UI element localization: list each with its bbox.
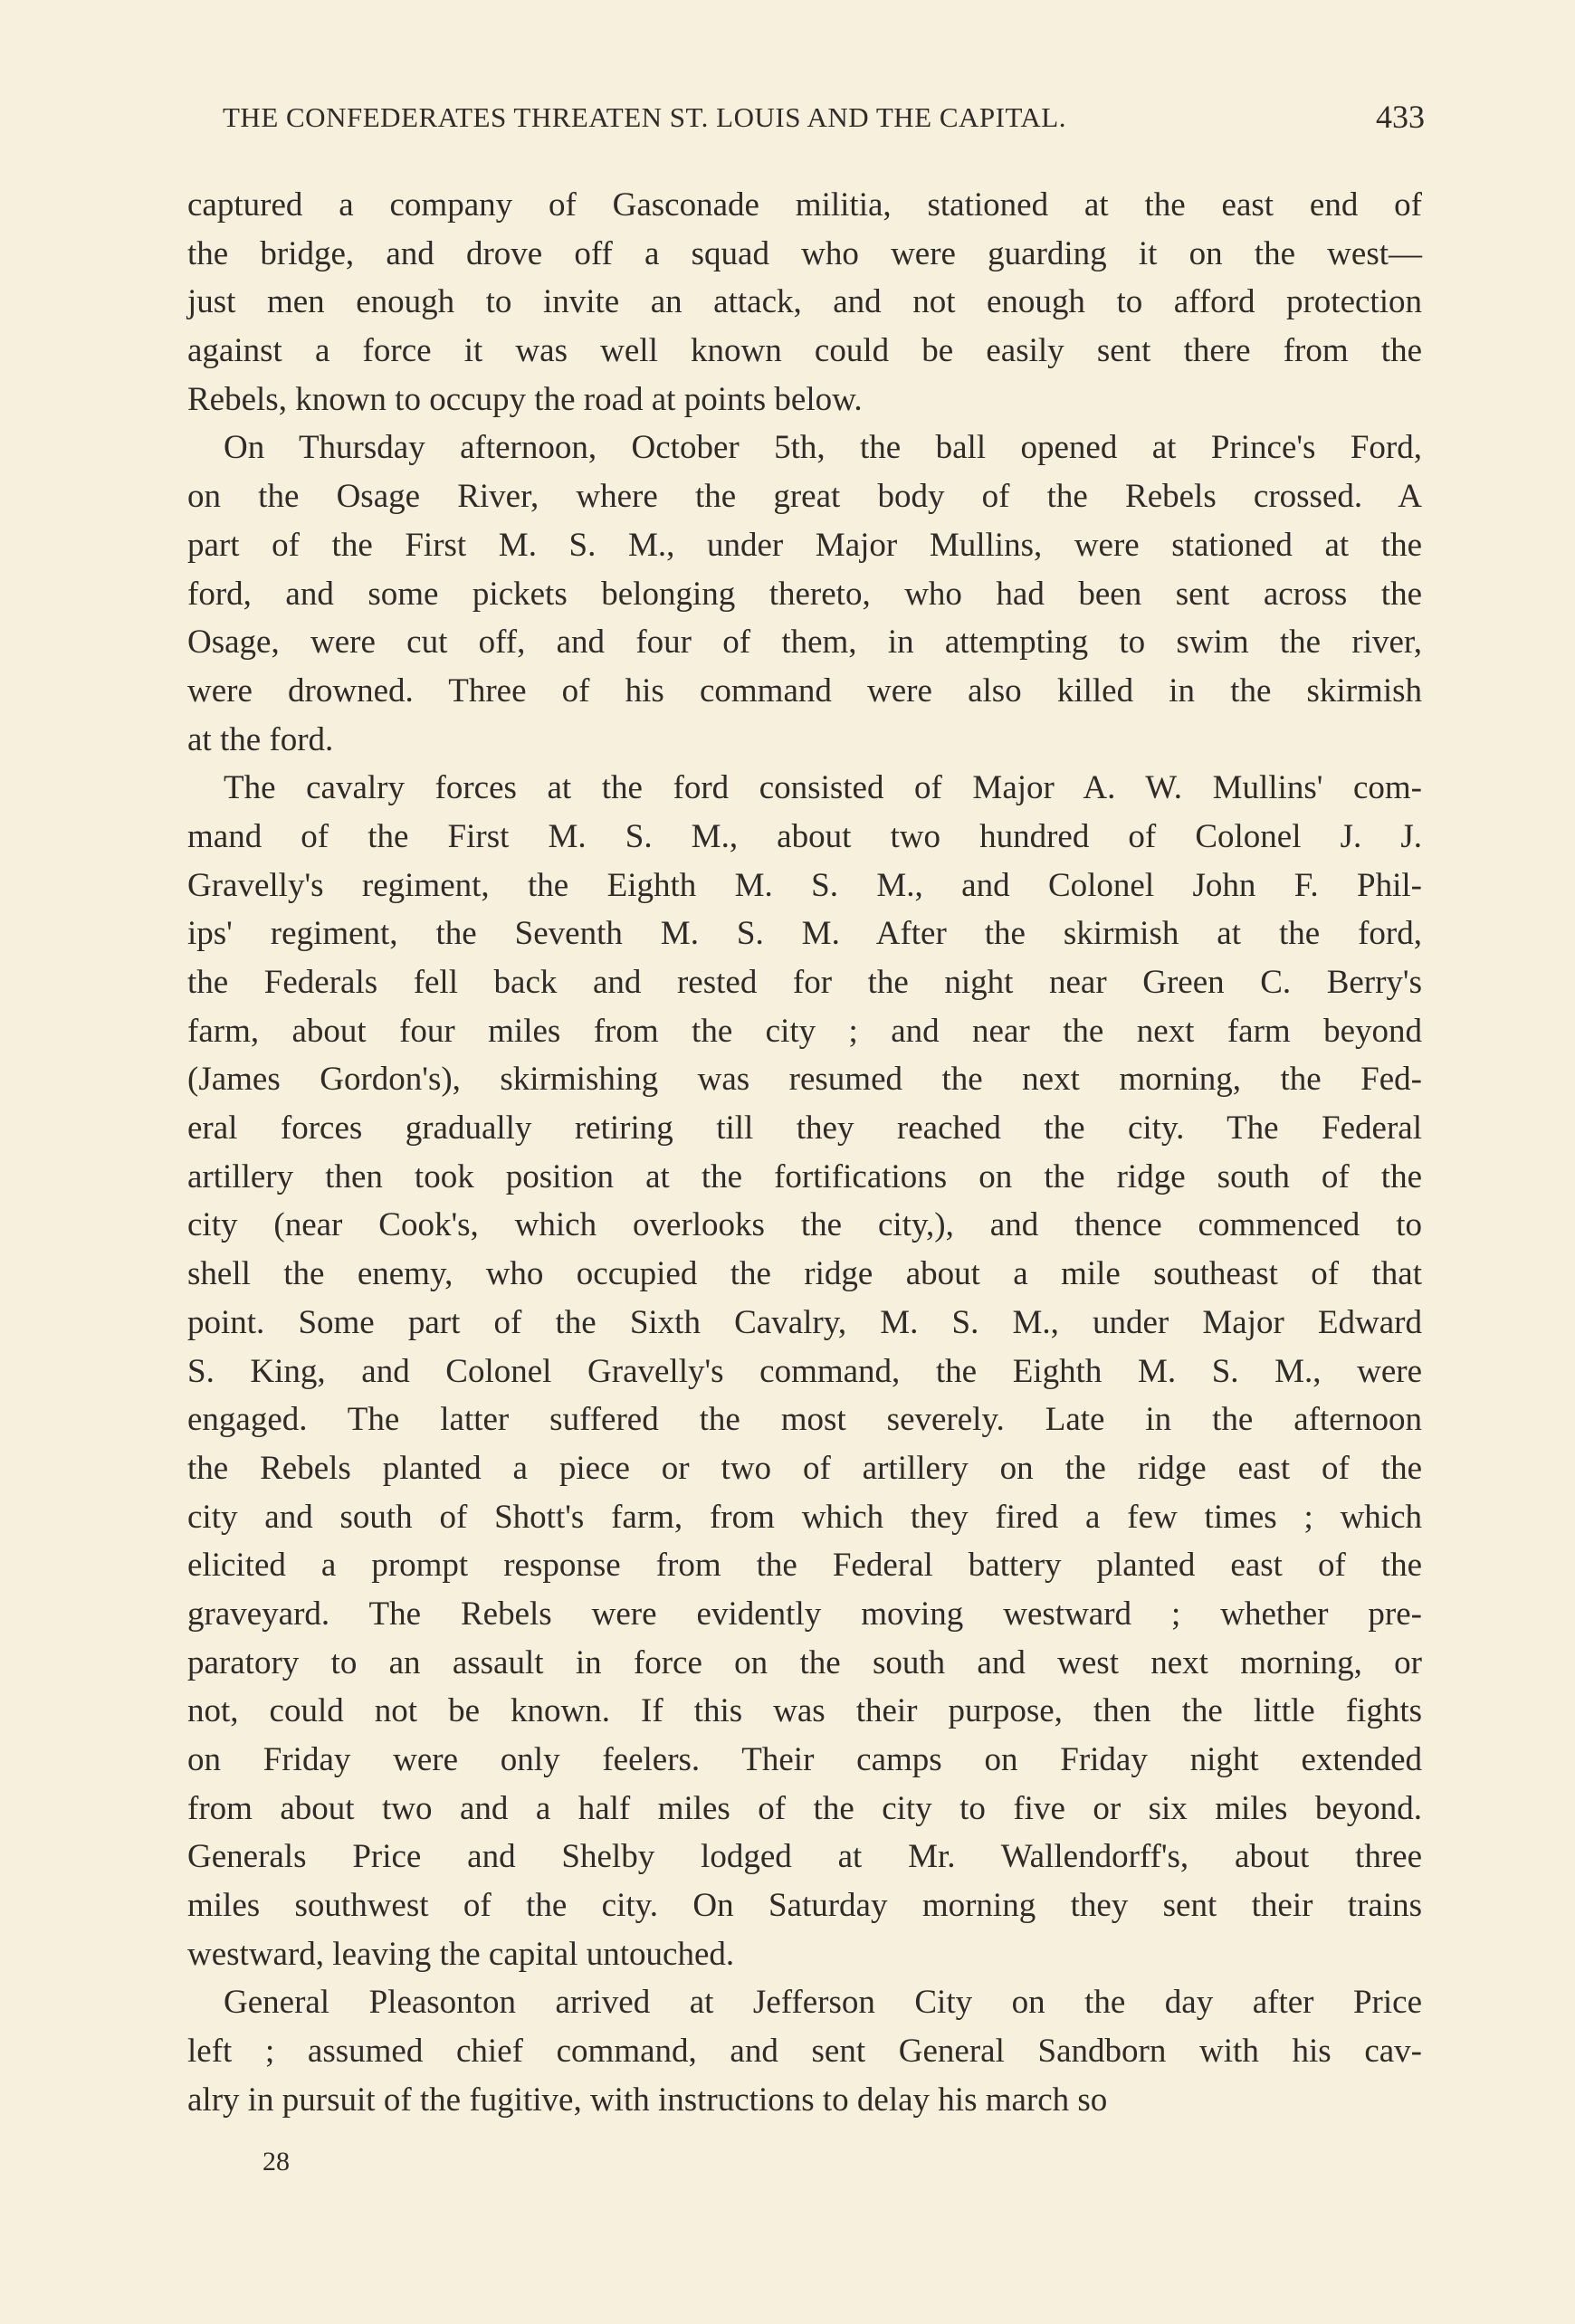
- text-line: not, could not be known. If this was their purpose, then the little fights: [187, 1692, 1422, 1730]
- paragraph: [187, 1978, 1422, 2124]
- text-line: ford, and some pickets belonging thereto, who had been sent across the: [187, 575, 1422, 613]
- text-line: city (near Cook's, which overlooks the city,), and thence commenced to: [187, 1206, 1422, 1244]
- text-line: left ; assumed chief command, and sent General Sandborn with his cav-: [187, 2033, 1422, 2071]
- text-line: from about two and a half miles of the city to five or six miles beyond.: [187, 1789, 1422, 1827]
- text-line: miles southwest of the city. On Saturday morning they sent their trains: [187, 1887, 1422, 1925]
- paragraph: [187, 424, 1422, 764]
- text-line: Rebels, known to occupy the road at points below.: [187, 380, 863, 418]
- text-line: Gravelly's regiment, the Eighth M. S. M., and Colonel John F. Phil-: [187, 866, 1422, 904]
- text-line: engaged. The latter suffered the most severely. Late in the afternoon: [187, 1401, 1422, 1439]
- text-line: against a force it was well known could be easily sent there from the: [187, 332, 1422, 370]
- text-line: the bridge, and drove off a squad who were guarding it on the west—: [187, 234, 1422, 272]
- text-line: captured a company of Gasconade militia, stationed at the east end of: [187, 186, 1422, 224]
- paragraph: [187, 764, 1422, 1978]
- text-line: Generals Price and Shelby lodged at Mr. Wallendorff's, about three: [187, 1838, 1422, 1876]
- text-line: S. King, and Colonel Gravelly's command, the Eighth M. S. M., were: [187, 1352, 1422, 1390]
- text-line: (James Gordon's), skirmishing was resumed the next morning, the Fed-: [187, 1061, 1422, 1099]
- text-line: westward, leaving the capital untouched.: [187, 1935, 735, 1973]
- signature-mark: 28: [262, 2147, 290, 2176]
- text-line: paratory to an assault in force on the south and west next morning, or: [187, 1643, 1422, 1681]
- text-line: were drowned. Three of his command were also killed in the skirmish: [187, 671, 1422, 710]
- text-line: the Rebels planted a piece or two of artillery on the ridge east of the: [187, 1449, 1422, 1487]
- text-line: Osage, were cut off, and four of them, in attempting to swim the river,: [187, 624, 1422, 662]
- text-line: the Federals fell back and rested for the night near Green C. Berry's: [187, 964, 1422, 1001]
- text-line: on the Osage River, where the great body of the Rebels crossed. A: [187, 478, 1422, 516]
- text-line: graveyard. The Rebels were evidently moving westward ; whether pre-: [187, 1595, 1422, 1633]
- text-line: part of the First M. S. M., under Major Mullins, were stationed at the: [187, 526, 1422, 564]
- text-line: alry in pursuit of the fugitive, with instructions to delay his march so: [187, 2081, 1108, 2119]
- text-line: General Pleasonton arrived at Jefferson City on the day after Price: [224, 1984, 1422, 2022]
- running-header: [223, 101, 1425, 147]
- text-line: eral forces gradually retiring till they reached the city. The Federal: [187, 1110, 1422, 1148]
- text-line: just men enough to invite an attack, and not enough to afford protection: [187, 283, 1422, 321]
- text-line: farm, about four miles from the city ; and near the next farm beyond: [187, 1012, 1422, 1050]
- text-line: On Thursday afternoon, October 5th, the ball opened at Prince's Ford,: [224, 429, 1422, 467]
- text-line: mand of the First M. S. M., about two hundred of Colonel J. J.: [187, 817, 1422, 855]
- text-line: artillery then took position at the fortifications on the ridge south of the: [187, 1157, 1422, 1195]
- text-line: shell the enemy, who occupied the ridge about a mile southeast of that: [187, 1255, 1422, 1293]
- text-line: ips' regiment, the Seventh M. S. M. After the skirmish at the ford,: [187, 915, 1422, 953]
- page-number: 433: [1376, 99, 1425, 135]
- text-line: city and south of Shott's farm, from which they fired a few times ; which: [187, 1498, 1422, 1536]
- paragraph: [187, 181, 1422, 424]
- text-line: on Friday were only feelers. Their camps on Friday night extended: [187, 1741, 1422, 1778]
- text-line: elicited a prompt response from the Federal battery planted east of the: [187, 1547, 1422, 1585]
- text-line: The cavalry forces at the ford consisted of Major A. W. Mullins' com-: [224, 769, 1422, 807]
- text-line: point. Some part of the Sixth Cavalry, M. S. M., under Major Edward: [187, 1303, 1422, 1341]
- running-title: THE CONFEDERATES THREATEN ST. LOUIS AND THE CAPITAL.: [223, 101, 1066, 133]
- body-text: [187, 181, 1422, 2125]
- text-line: at the ford.: [187, 720, 334, 758]
